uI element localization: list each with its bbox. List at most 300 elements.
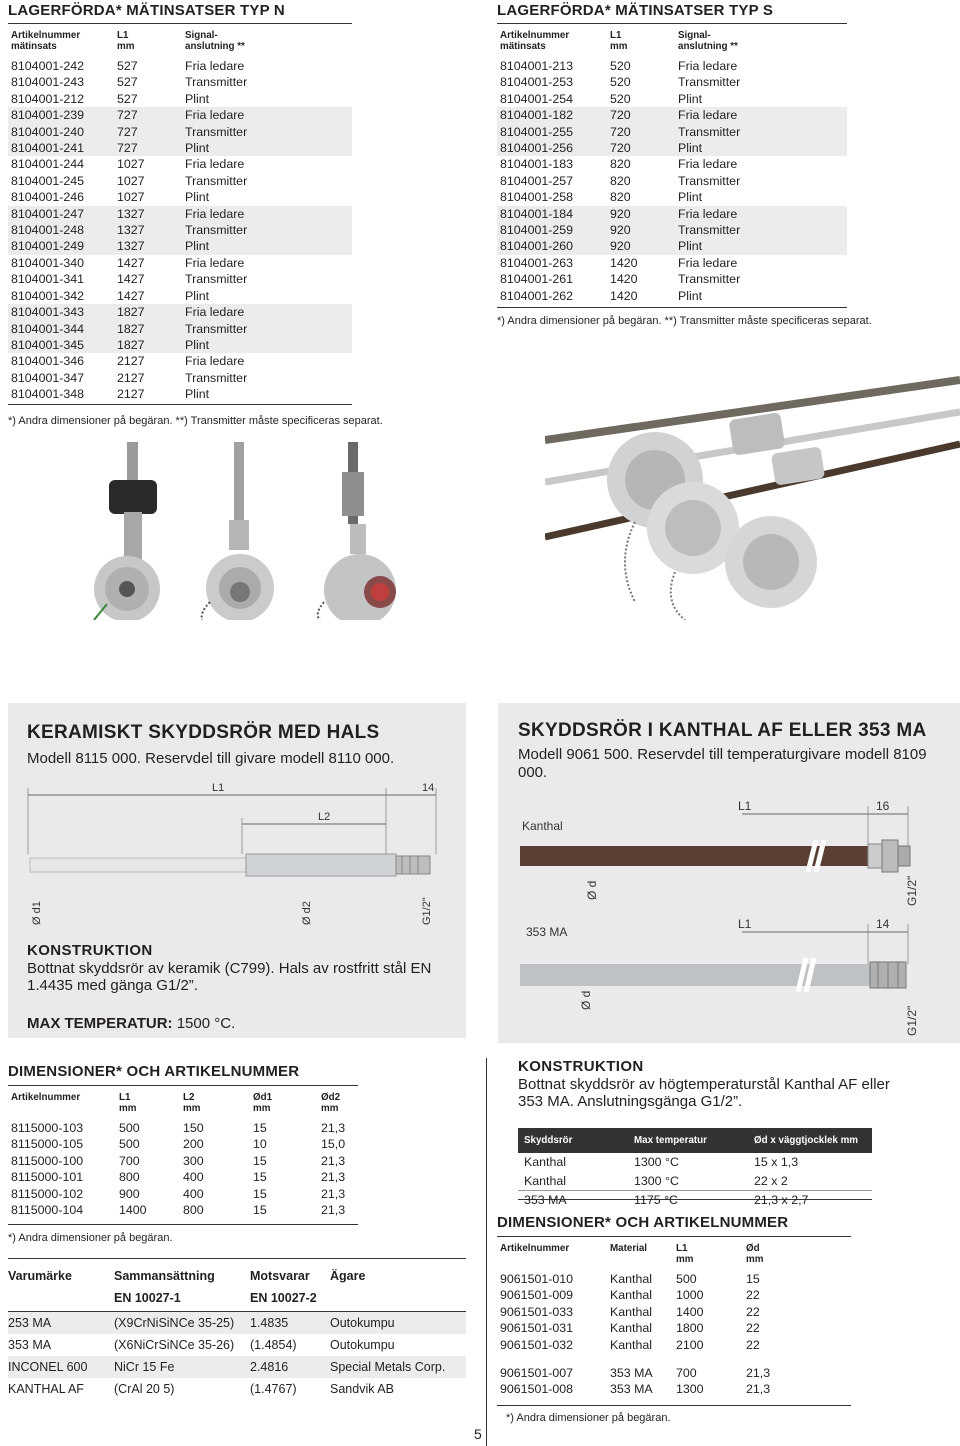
material-row bbox=[8, 1378, 466, 1400]
table-row bbox=[8, 173, 352, 189]
temp-col-header: Ød x väggtjocklek mm bbox=[754, 1135, 858, 1146]
col-header-line1: Artikelnummer bbox=[11, 30, 81, 41]
table-cell: 1300 bbox=[676, 1382, 704, 1397]
dim-g-label: G1/2" bbox=[421, 897, 433, 925]
table-row bbox=[8, 321, 352, 337]
kanthal-dim-g: G1/2" bbox=[905, 875, 919, 906]
table-row bbox=[497, 91, 847, 107]
col-header-line2: mm bbox=[183, 1103, 201, 1114]
table-cell: 8104001-258 bbox=[500, 190, 574, 205]
material-cell: INCONEL 600 bbox=[8, 1360, 88, 1374]
table-cell: 527 bbox=[117, 59, 138, 73]
typ-s-title: LAGERFÖRDA* MÄTINSATSER TYP S bbox=[497, 2, 774, 19]
col-header bbox=[114, 28, 182, 54]
material-row bbox=[8, 1356, 466, 1378]
table-cell: Transmitter bbox=[185, 173, 248, 188]
table-row bbox=[8, 255, 352, 271]
table-cell: 700 bbox=[119, 1153, 140, 1168]
table-cell: 9061501-009 bbox=[500, 1288, 574, 1303]
table-cell: 500 bbox=[119, 1121, 140, 1135]
table-row bbox=[497, 255, 847, 271]
table-cell: 8104001-343 bbox=[8, 304, 114, 320]
table-cell: 920 bbox=[607, 206, 675, 222]
table-row bbox=[497, 189, 847, 205]
table-cell: 8104001-342 bbox=[11, 288, 85, 303]
table-cell: 2100 bbox=[676, 1337, 704, 1352]
table-cell: 1827 bbox=[114, 321, 182, 337]
temp-cell: 353 MA bbox=[524, 1193, 567, 1208]
table-row bbox=[8, 156, 352, 172]
temp-cell: 1300 °C bbox=[634, 1173, 679, 1188]
dim-left-note: *) Andra dimensioner på begäran. bbox=[8, 1232, 173, 1244]
column-divider bbox=[486, 1058, 487, 1446]
table-cell: Fria ledare bbox=[678, 157, 738, 172]
table-cell: 8104001-247 bbox=[8, 206, 114, 222]
material-cell: 2.4816 bbox=[250, 1360, 289, 1374]
table-row bbox=[8, 353, 352, 369]
col-header-line1: Artikelnummer bbox=[500, 1243, 570, 1254]
table-cell: 500 bbox=[676, 1272, 697, 1286]
col-header bbox=[607, 28, 675, 54]
material-col-header: Varumärke bbox=[8, 1269, 72, 1283]
temp-cell: 21,3 x 2,7 bbox=[754, 1193, 809, 1208]
material-col-subheader bbox=[330, 1287, 466, 1312]
table-cell: Fria ledare bbox=[185, 59, 245, 73]
dim-d2-label: Ø d2 bbox=[301, 901, 313, 925]
temp-cell: Kanthal bbox=[524, 1173, 567, 1188]
material-cell: Sandvik AB bbox=[330, 1382, 394, 1396]
table-cell: 820 bbox=[610, 173, 631, 188]
table-cell: 15 bbox=[253, 1121, 267, 1135]
table-row bbox=[497, 1287, 851, 1303]
table-cell: 9061501-032 bbox=[500, 1337, 574, 1352]
dim-right-table bbox=[497, 1241, 851, 1398]
table-cell: 21,3 bbox=[746, 1366, 771, 1381]
typ-s-probes-photo bbox=[545, 352, 960, 620]
col-header-line1: L1 bbox=[610, 30, 622, 41]
table-row bbox=[8, 189, 352, 205]
table-cell: 1327 bbox=[114, 238, 182, 254]
table-cell: Kanthal bbox=[610, 1304, 653, 1319]
material-cell: (X9CrNiSiNCe 35-25) bbox=[114, 1316, 235, 1330]
table-cell: 8104001-340 bbox=[11, 255, 85, 270]
keramiskt-title: KERAMISKT SKYDDSRÖR MED HALS bbox=[27, 722, 380, 743]
table-cell: 300 bbox=[183, 1153, 204, 1168]
table-cell: Plint bbox=[675, 140, 847, 156]
col-header bbox=[250, 1090, 318, 1116]
table-cell: Fria ledare bbox=[678, 59, 738, 73]
ma353-dim-14: 14 bbox=[876, 917, 890, 931]
table-cell: 9061501-031 bbox=[500, 1321, 574, 1336]
table-cell: Kanthal bbox=[610, 1288, 653, 1303]
temp-cell: 1300 °C bbox=[634, 1155, 679, 1170]
table-cell: 727 bbox=[114, 124, 182, 140]
table-row bbox=[8, 1136, 358, 1152]
table-cell: 8104001-245 bbox=[11, 173, 85, 188]
col-header-line1: Signal- bbox=[678, 30, 711, 41]
table-cell: 22 bbox=[746, 1288, 760, 1303]
table-cell: 8104001-239 bbox=[8, 107, 114, 123]
table-cell: 727 bbox=[114, 140, 182, 156]
table-cell: 1827 bbox=[114, 337, 182, 353]
table-cell: 22 bbox=[746, 1337, 760, 1352]
col-header-line1: Ød bbox=[746, 1243, 760, 1254]
table-cell: 8104001-249 bbox=[8, 238, 114, 254]
table-cell: Fria ledare bbox=[675, 107, 847, 123]
kanthal-subtitle: Modell 9061 500. Reservdel till temperaturgivare modell 8109 000. bbox=[518, 746, 927, 781]
col-header bbox=[497, 1241, 607, 1267]
table-row bbox=[8, 1153, 358, 1169]
table-cell: Plint bbox=[678, 190, 703, 205]
table-cell: Transmitter bbox=[675, 124, 847, 140]
material-cell: Special Metals Corp. bbox=[330, 1360, 446, 1374]
col-header-line1: Artikelnummer bbox=[500, 30, 570, 41]
table-row bbox=[8, 1169, 358, 1185]
material-cell: NiCr 15 Fe bbox=[114, 1360, 175, 1374]
dim-d1-label: Ø d1 bbox=[31, 901, 43, 925]
col-header-line1: L1 bbox=[119, 1092, 131, 1103]
col-header-line2: mätinsats bbox=[500, 41, 546, 52]
table-cell: 820 bbox=[610, 190, 631, 205]
table-cell: 1327 bbox=[114, 222, 182, 238]
keramiskt-drawing bbox=[26, 780, 446, 930]
table-cell: Kanthal bbox=[610, 1337, 653, 1352]
table-cell: 1027 bbox=[117, 190, 145, 205]
typ-s-table-frame bbox=[497, 23, 847, 308]
col-header-line2: mm bbox=[321, 1103, 339, 1114]
table-row bbox=[497, 271, 847, 287]
table-cell: 22 bbox=[746, 1304, 760, 1319]
table-row bbox=[8, 222, 352, 238]
typ-s-table bbox=[497, 28, 847, 304]
table-cell: 8104001-253 bbox=[500, 75, 574, 90]
table-cell: 8104001-240 bbox=[8, 124, 114, 140]
table-cell: Fria ledare bbox=[185, 255, 245, 270]
col-header-line2: mm bbox=[119, 1103, 137, 1114]
table-row bbox=[497, 156, 847, 172]
page-number: 5 bbox=[474, 1426, 482, 1442]
col-header-line2: mm bbox=[117, 41, 135, 52]
table-cell: 920 bbox=[607, 222, 675, 238]
table-row bbox=[8, 1120, 358, 1136]
typ-n-probes-photo bbox=[2, 442, 438, 620]
table-cell: 1000 bbox=[676, 1288, 704, 1303]
material-table bbox=[8, 1259, 466, 1400]
ma353-dim-l1: L1 bbox=[738, 917, 752, 931]
table-cell: 720 bbox=[607, 124, 675, 140]
table-cell: 15 bbox=[253, 1170, 267, 1185]
col-header-line2: anslutning ** bbox=[185, 41, 245, 52]
table-cell: Fria ledare bbox=[185, 157, 245, 172]
col-header bbox=[318, 1090, 358, 1116]
table-cell: 800 bbox=[183, 1203, 204, 1218]
table-cell: 400 bbox=[183, 1186, 204, 1201]
table-cell: 8104001-347 bbox=[11, 370, 85, 385]
table-cell: 15 bbox=[253, 1203, 267, 1218]
table-cell: 21,3 bbox=[321, 1186, 346, 1201]
table-cell: 520 bbox=[610, 91, 631, 106]
table-cell: Plint bbox=[185, 190, 210, 205]
col-header-line1: L1 bbox=[676, 1243, 688, 1254]
table-cell: 1420 bbox=[610, 255, 638, 270]
table-cell: 727 bbox=[114, 107, 182, 123]
table-cell: 1327 bbox=[114, 206, 182, 222]
col-header-line2: mm bbox=[253, 1103, 271, 1114]
table-cell: 8115000-101 bbox=[11, 1170, 84, 1185]
table-cell: 1400 bbox=[676, 1304, 704, 1319]
table-cell: 8104001-212 bbox=[11, 91, 85, 106]
col-header-line1: Artikelnummer bbox=[11, 1092, 81, 1103]
col-header bbox=[675, 28, 847, 54]
table-cell: Plint bbox=[675, 238, 847, 254]
table-cell: 8104001-261 bbox=[500, 272, 574, 287]
col-header-line1: Ød2 bbox=[321, 1092, 341, 1103]
table-cell: 2127 bbox=[117, 387, 145, 402]
table-cell: 520 bbox=[610, 75, 631, 90]
table-cell: 21,3 bbox=[746, 1382, 771, 1397]
table-cell: 8104001-244 bbox=[11, 157, 85, 172]
table-cell: 1827 bbox=[114, 304, 182, 320]
table-cell: 8104001-259 bbox=[497, 222, 607, 238]
material-col-header: Sammansättning bbox=[114, 1269, 215, 1283]
table-cell: 920 bbox=[607, 238, 675, 254]
table-cell: Plint bbox=[182, 238, 352, 254]
dim-right-title: DIMENSIONER* OCH ARTIKELNUMMER bbox=[497, 1214, 789, 1231]
table-row bbox=[497, 206, 847, 222]
table-cell: 820 bbox=[610, 157, 631, 172]
table-cell: 8104001-242 bbox=[11, 59, 85, 73]
material-cell: (CrAl 20 5) bbox=[114, 1382, 175, 1396]
table-row bbox=[497, 1320, 851, 1336]
table-cell: 8104001-184 bbox=[497, 206, 607, 222]
table-row bbox=[8, 124, 352, 140]
col-header bbox=[497, 28, 607, 54]
table-cell: 8104001-263 bbox=[500, 255, 574, 270]
table-cell: 900 bbox=[119, 1186, 140, 1201]
temp-table bbox=[518, 1129, 872, 1210]
table-row bbox=[497, 124, 847, 140]
table-cell: 9061501-007 bbox=[500, 1366, 574, 1381]
table-row bbox=[497, 140, 847, 156]
table-row bbox=[8, 288, 352, 304]
table-row bbox=[497, 1337, 851, 1353]
col-header-line2: mm bbox=[676, 1254, 694, 1265]
table-cell: 15,0 bbox=[321, 1137, 346, 1152]
table-row bbox=[8, 337, 352, 353]
table-cell: Fria ledare bbox=[182, 304, 352, 320]
material-cell: (1.4854) bbox=[250, 1338, 297, 1352]
material-row bbox=[8, 1312, 466, 1335]
temp-col-header: Skyddsrör bbox=[524, 1135, 573, 1146]
col-header-line2: mm bbox=[746, 1254, 764, 1265]
table-cell: 10 bbox=[253, 1137, 267, 1152]
dim-left-title: DIMENSIONER* OCH ARTIKELNUMMER bbox=[8, 1063, 300, 1080]
temp-cell: 1175 °C bbox=[634, 1193, 678, 1208]
kanthal-label: Kanthal bbox=[522, 819, 563, 833]
temp-row bbox=[518, 1172, 872, 1191]
table-row bbox=[8, 58, 352, 74]
table-row bbox=[8, 271, 352, 287]
material-cell: (X6NiCrSiNCe 35-26) bbox=[114, 1338, 235, 1352]
material-col-header: Ägare bbox=[330, 1269, 366, 1283]
table-cell: 520 bbox=[610, 59, 631, 73]
dim-l1-label: L1 bbox=[212, 782, 225, 794]
table-cell: 8104001-243 bbox=[11, 75, 85, 90]
table-cell: Plint bbox=[185, 288, 210, 303]
table-row bbox=[497, 107, 847, 123]
dim-right-frame bbox=[497, 1236, 851, 1406]
temp-row bbox=[518, 1191, 872, 1210]
dim-left-frame bbox=[8, 1085, 358, 1225]
table-cell: 527 bbox=[117, 91, 138, 106]
table-cell: 8104001-346 bbox=[11, 354, 85, 369]
table-cell: 1427 bbox=[117, 288, 145, 303]
material-cell: (1.4767) bbox=[250, 1382, 297, 1396]
table-row bbox=[497, 1365, 851, 1381]
table-row bbox=[8, 140, 352, 156]
table-cell: 15 bbox=[253, 1186, 267, 1201]
table-cell: 8104001-341 bbox=[11, 272, 85, 287]
table-cell: Transmitter bbox=[678, 272, 741, 287]
table-cell: 8104001-260 bbox=[497, 238, 607, 254]
temp-frame bbox=[518, 1128, 872, 1208]
table-cell: 9061501-010 bbox=[500, 1272, 574, 1286]
temp-cell: 15 x 1,3 bbox=[754, 1155, 799, 1170]
table-cell: Kanthal bbox=[610, 1321, 653, 1336]
table-cell: 720 bbox=[607, 107, 675, 123]
table-cell: 1420 bbox=[610, 288, 638, 303]
table-cell: 9061501-033 bbox=[500, 1304, 574, 1319]
max-temp-label: MAX TEMPERATUR: bbox=[27, 1015, 173, 1032]
table-row bbox=[8, 1186, 358, 1202]
table-cell: 700 bbox=[676, 1366, 697, 1381]
table-row bbox=[8, 107, 352, 123]
table-cell: Fria ledare bbox=[185, 354, 245, 369]
col-header bbox=[607, 1241, 673, 1267]
table-cell: Transmitter bbox=[182, 124, 352, 140]
table-cell: Plint bbox=[185, 91, 210, 106]
table-cell: 8104001-213 bbox=[500, 59, 574, 73]
kanthal-dim-l1: L1 bbox=[738, 799, 752, 813]
table-cell: 720 bbox=[607, 140, 675, 156]
col-header bbox=[8, 1090, 116, 1116]
table-cell: Transmitter bbox=[185, 75, 248, 90]
keramiskt-max-temp bbox=[27, 1015, 235, 1032]
table-cell: 8104001-241 bbox=[8, 140, 114, 156]
kanthal-title: SKYDDSRÖR I KANTHAL AF ELLER 353 MA bbox=[518, 720, 927, 741]
material-cell: 353 MA bbox=[8, 1338, 52, 1352]
col-header bbox=[182, 28, 352, 54]
table-row bbox=[8, 370, 352, 386]
material-col-header: Motsvarar bbox=[250, 1269, 310, 1283]
table-cell: Plint bbox=[678, 91, 703, 106]
dim-left-table bbox=[8, 1090, 358, 1218]
table-row bbox=[497, 58, 847, 74]
table-cell: 8104001-254 bbox=[500, 91, 574, 106]
material-col-subheader bbox=[8, 1287, 114, 1312]
col-header-line1: Material bbox=[610, 1243, 648, 1254]
table-cell: 353 MA bbox=[610, 1382, 653, 1397]
material-col-subheader: EN 10027-1 bbox=[114, 1291, 181, 1305]
table-cell: Transmitter bbox=[182, 222, 352, 238]
table-row bbox=[8, 206, 352, 222]
col-header bbox=[116, 1090, 180, 1116]
col-header-line2: anslutning ** bbox=[678, 41, 738, 52]
table-cell: 22 bbox=[746, 1321, 760, 1336]
table-cell: 8104001-345 bbox=[8, 337, 114, 353]
table-row bbox=[497, 238, 847, 254]
table-row bbox=[497, 1381, 851, 1397]
temp-col-header: Max temperatur bbox=[634, 1135, 707, 1146]
material-col-subheader: EN 10027-2 bbox=[250, 1291, 317, 1305]
dim-14-label: 14 bbox=[422, 782, 435, 794]
table-cell: 21,3 bbox=[321, 1170, 346, 1185]
table-row bbox=[8, 1202, 358, 1218]
table-cell: 21,3 bbox=[321, 1203, 346, 1218]
table-cell: Transmitter bbox=[182, 321, 352, 337]
table-cell: Plint bbox=[182, 140, 352, 156]
table-row bbox=[8, 91, 352, 107]
table-cell: Transmitter bbox=[185, 272, 248, 287]
table-cell: 8104001-262 bbox=[500, 288, 574, 303]
table-cell: 21,3 bbox=[321, 1121, 346, 1135]
table-cell: 15 bbox=[746, 1272, 760, 1286]
table-cell: 400 bbox=[183, 1170, 204, 1185]
table-cell: 8115000-103 bbox=[11, 1121, 84, 1135]
table-row bbox=[497, 173, 847, 189]
table-cell: 8104001-344 bbox=[8, 321, 114, 337]
table-cell: 1420 bbox=[610, 272, 638, 287]
table-row bbox=[497, 74, 847, 90]
table-row bbox=[8, 304, 352, 320]
table-cell: Transmitter bbox=[185, 370, 248, 385]
col-header bbox=[8, 28, 114, 54]
kanthal-konstruktion-heading: KONSTRUKTION bbox=[518, 1058, 644, 1075]
col-header-line1: Ød1 bbox=[253, 1092, 273, 1103]
col-header-line2: mätinsats bbox=[11, 41, 57, 52]
table-cell: 1027 bbox=[117, 157, 145, 172]
kanthal-konstruktion-text: Bottnat skyddsrör av högtemperaturstål Kanthal AF eller 353 MA. Anslutningsgänga G1/2”. bbox=[518, 1076, 890, 1110]
temp-cell: 22 x 2 bbox=[754, 1173, 788, 1188]
dim-right-note: *) Andra dimensioner på begäran. bbox=[506, 1412, 671, 1424]
table-cell: 1800 bbox=[676, 1321, 704, 1336]
keramiskt-subtitle: Modell 8115 000. Reservdel till givare modell 8110 000. bbox=[27, 750, 395, 767]
table-row bbox=[8, 238, 352, 254]
typ-n-title: LAGERFÖRDA* MÄTINSATSER TYP N bbox=[8, 2, 285, 19]
temp-row bbox=[518, 1153, 872, 1171]
table-row bbox=[497, 1271, 851, 1287]
table-cell: 8115000-100 bbox=[11, 1153, 84, 1168]
table-cell: 1400 bbox=[119, 1203, 147, 1218]
table-cell: 800 bbox=[119, 1170, 140, 1185]
table-cell: 21,3 bbox=[321, 1153, 346, 1168]
keramiskt-konstruktion-heading: KONSTRUKTION bbox=[27, 942, 153, 959]
keramiskt-konstruktion-text: Bottnat skyddsrör av keramik (C799). Hals av rostfritt stål EN 1.4435 med gänga G1/2”. bbox=[27, 960, 432, 994]
table-cell: 8115000-104 bbox=[11, 1203, 84, 1218]
table-cell: 8104001-257 bbox=[500, 173, 574, 188]
table-cell: 9061501-008 bbox=[500, 1382, 574, 1397]
temp-cell: Kanthal bbox=[524, 1155, 567, 1170]
table-cell: 200 bbox=[183, 1137, 204, 1152]
table-cell: 8115000-102 bbox=[11, 1186, 84, 1201]
ma353-dim-d: Ø d bbox=[579, 990, 593, 1010]
table-cell: 8104001-182 bbox=[497, 107, 607, 123]
table-cell: Plint bbox=[678, 288, 703, 303]
table-cell: 150 bbox=[183, 1121, 204, 1135]
table-cell: 8115000-105 bbox=[11, 1137, 84, 1152]
table-cell: Plint bbox=[182, 337, 352, 353]
table-cell: 1427 bbox=[117, 272, 145, 287]
